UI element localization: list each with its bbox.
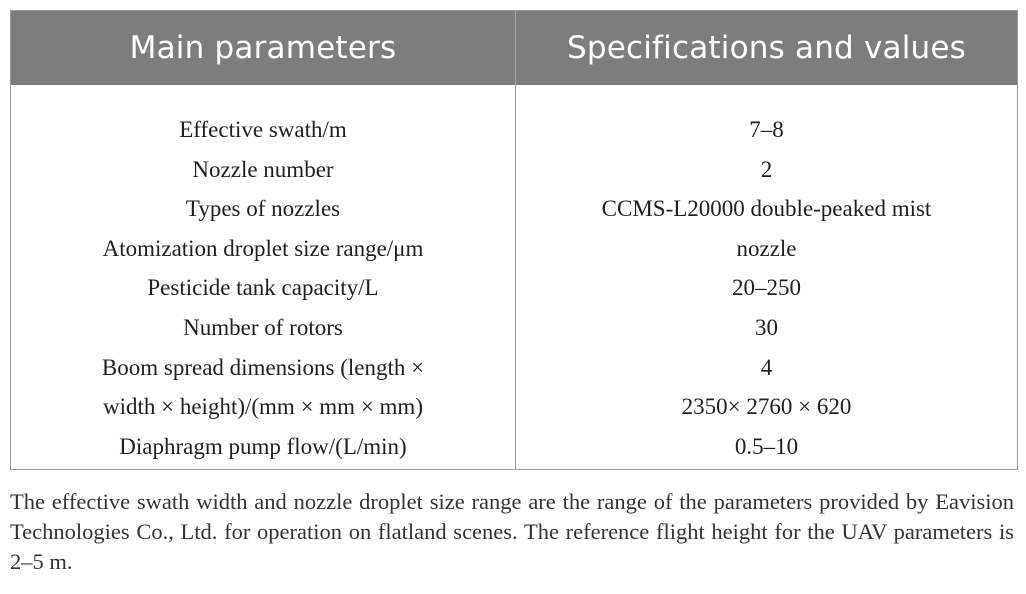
parameter-cell: Number of rotors	[183, 314, 343, 340]
specifications-table	[10, 10, 1018, 470]
value-cell: 4	[760, 354, 773, 380]
value-cell: 2350× 2760 × 620	[681, 394, 852, 420]
parameter-cell: Boom spread dimensions (length ×	[101, 354, 425, 380]
value-cell: 0.5–10	[734, 433, 799, 459]
parameters-column	[11, 110, 515, 466]
parameter-cell: Types of nozzles	[185, 196, 341, 222]
value-cell: 2	[760, 156, 773, 182]
header-main-parameters: Main parameters	[129, 30, 397, 66]
value-cell: 20–250	[732, 275, 801, 301]
parameter-cell: Nozzle number	[192, 156, 334, 182]
values-column	[516, 110, 1017, 466]
parameter-cell: Atomization droplet size range/μm	[102, 235, 424, 261]
parameter-cell: Diaphragm pump flow/(L/min)	[119, 433, 407, 459]
value-cell: 7–8	[749, 117, 784, 142]
value-cell: CCMS-L20000 double-peaked mist	[601, 196, 932, 222]
table-header	[11, 11, 1017, 85]
parameter-cell: width × height)/(mm × mm × mm)	[102, 394, 423, 420]
value-cell: 30	[755, 314, 778, 340]
table-footnote: The effective swath width and nozzle droplet size range are the range of the parameters provided by Eavision Technologies Co., Ltd. for operation on flatland scenes. The reference flight height for the UAV parameters is 2–5 m.	[10, 489, 1014, 574]
header-specifications-and-values: Specifications and values	[566, 30, 967, 66]
parameter-cell: Pesticide tank capacity/L	[147, 275, 379, 301]
value-cell: nozzle	[736, 235, 797, 261]
parameter-cell: Effective swath/m	[179, 117, 347, 142]
